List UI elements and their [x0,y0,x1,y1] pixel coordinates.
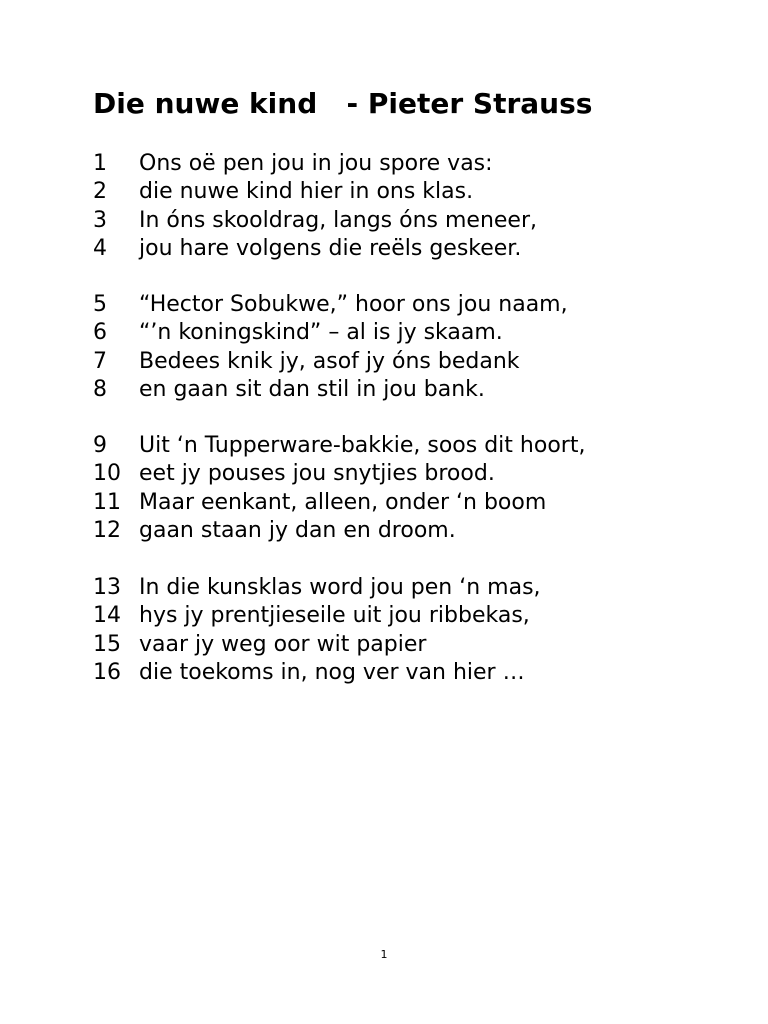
page-number: 1 [380,948,388,961]
line-text: In óns skooldrag, langs óns meneer, [139,207,538,233]
page-title: Die nuwe kind - Pieter Strauss [93,87,593,120]
line-text: “’n koningskind” – al is jy skaam. [139,320,503,346]
line-number: 10 [93,461,121,487]
line-text: Bedees knik jy, asof jy óns bedank [139,348,520,374]
verse-line [93,631,733,659]
line-text: vaar jy weg oor wit papier [139,631,427,657]
line-number: 15 [93,631,121,657]
line-text: jou hare volgens die reëls geskeer. [139,235,522,261]
verse-line [93,178,733,206]
stanza-4 [93,574,733,687]
line-number: 2 [93,179,107,205]
verse-line [93,432,733,460]
line-number: 5 [93,292,107,317]
verse-line [93,574,733,602]
verse-line [93,489,733,517]
line-text: hys jy prentjieseile uit jou ribbekas, [139,603,530,629]
verse-line [93,291,733,319]
verse-line [93,460,733,488]
line-number: 9 [93,433,107,458]
verse-line [93,602,733,630]
verse-line [93,659,733,687]
line-number: 12 [93,517,121,543]
stanza-3 [93,432,733,545]
verse-line [93,207,733,235]
line-text: en gaan sit dan stil in jou bank. [139,376,485,402]
verse-line [93,319,733,347]
line-number: 8 [93,376,107,402]
line-text: Maar eenkant, alleen, onder ‘n boom [139,489,547,515]
line-text: die toekoms in, nog ver van hier … [139,659,525,685]
line-number: 13 [93,575,121,600]
line-text: gaan staan jy dan en droom. [139,517,456,543]
line-number: 11 [93,489,121,515]
line-number: 4 [93,235,107,261]
line-text: Ons oë pen jou in jou spore vas: [139,151,493,176]
verse-line [93,376,733,404]
line-number: 14 [93,603,121,629]
line-text: die nuwe kind hier in ons klas. [139,179,474,205]
line-text: In die kunsklas word jou pen ‘n mas, [139,575,541,600]
verse-line [93,348,733,376]
stanza-1 [93,150,733,263]
verse-line [93,150,733,178]
line-number: 7 [93,348,107,374]
stanza-2 [93,291,733,404]
line-text: Uit ‘n Tupperware-bakkie, soos dit hoort, [139,433,586,458]
line-text: eet jy pouses jou snytjies brood. [139,461,495,487]
verse-line [93,235,733,263]
line-number: 16 [93,659,121,685]
line-number: 3 [93,207,107,233]
line-text: “Hector Sobukwe,” hoor ons jou naam, [139,292,568,317]
line-number: 6 [93,320,107,346]
line-number: 1 [93,151,107,176]
verse-line [93,517,733,545]
